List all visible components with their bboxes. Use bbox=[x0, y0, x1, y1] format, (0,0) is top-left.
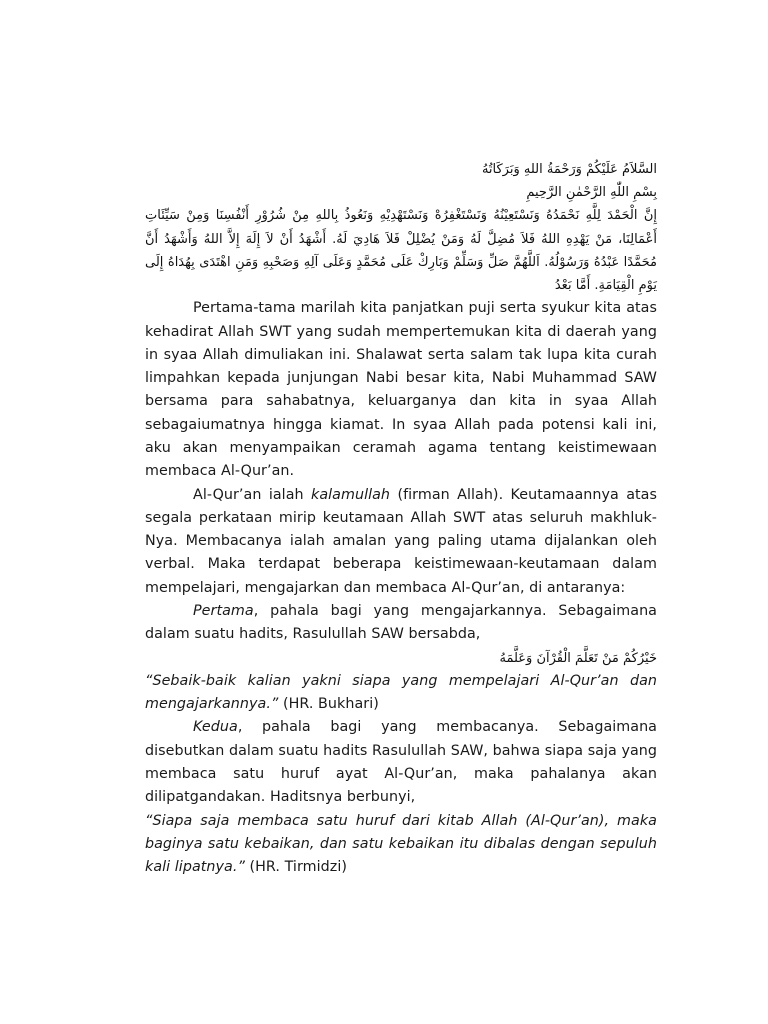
quote-source: (HR. Tirmidzi) bbox=[244, 859, 347, 876]
italic-term: Pertama bbox=[193, 603, 254, 620]
arabic-hadith: خَيْرُكُمْ مَنْ تَعَلَّمَ الْقُرْآنَ وَعَلَّمَهُ bbox=[499, 650, 657, 666]
paragraph-text: , pahala bagi yang membacanya. Sebagaimana disebutkan dalam suatu hadits Rasulullah SAW, bahwa siapa saja yang membaca satu huruf ayat Al-Qur’an, maka pahalanya akan dilipatgandakan. Haditsnya berbunyi, bbox=[145, 719, 657, 806]
arabic-salam: السَّلاَمُ عَلَيْكُمْ وَرَحْمَةُ اللهِ وَبَرَكَاتُهُ bbox=[481, 162, 657, 177]
paragraph-text: , pahala bagi yang mengajarkannya. Sebagaimana dalam suatu hadits, Rasulullah SAW bersabda, bbox=[145, 603, 657, 643]
italic-term: Kedua bbox=[193, 719, 238, 736]
paragraph-opening: Pertama-tama marilah kita panjatkan puji serta syukur kita atas kehadirat Allah SWT yang sudah mempertemukan kita di daerah yang in syaa Allah dimuliakan ini. Shalawat serta salam tak lupa kita curah limpahkan kepada junjungan Nabi besar kita, Nabi Muhammad SAW bersama para sahabatnya, keluarganya dan kita in syaa Allah sebagaiumatnya hingga kiamat. In syaa Allah pada potensi kali ini, aku akan menyampaikan ceramah agama tentang keistimewaan membaca Al-Qur’an. bbox=[145, 300, 657, 480]
arabic-basmalah: بِسْمِ اللّٰهِ الرَّحْمٰنِ الرَّحِيمِ bbox=[526, 185, 657, 201]
paragraph-text: (firman Allah). Keutamaannya atas segala perkataan mirip keutamaan Allah SWT atas seluruh makhluk-Nya. Membacanya ialah amalan yang paling utama dijalankan oleh verbal. Maka terdapat beberapa keistimewaan-keutamaan dalam mempelajari, mengajarkan dan membaca Al-Qur’an, di antaranya: bbox=[145, 486, 657, 596]
italic-term: kalamullah bbox=[311, 486, 391, 503]
paragraph-text: Al-Qur’an ialah bbox=[193, 486, 312, 503]
paragraph-quran-definition bbox=[145, 484, 657, 600]
quote-text: “Siapa saja membaca satu huruf dari kitab Allah (Al-Qur’an), maka baginya satu kebaikan, dan satu kebaikan itu dibalas dengan sepuluh kali lipatnya.” bbox=[145, 812, 657, 876]
quote-source: (HR. Bukhari) bbox=[278, 696, 379, 713]
hadith-quote-bukhari bbox=[145, 670, 657, 717]
arabic-khutbah-opening: إِنَّ الْحَمْدَ لِلَّهِ نَحْمَدُهُ وَنَسْتَعِيْنُهُ وَنَسْتَغْفِرُهْ وَنَسْتَهْدِيْهِ وَنَعُوذُ بِاللهِ مِنْ شُرُوْرِ أَنْفُسِنَا وَمِنْ سَيِّئَاتِ أَعْمَالِنَا، مَنْ يَهْدِهِ اللهُ فَلاَ مُضِلَّ لَهُ وَمَنْ يُضْلِلْ فَلاَ هَادِيَ لَهُ. أَشْهَدُ أَنْ لاَ إِلَهَ إِلاَّ اللهُ وَأَشْهَدُ أَنَّ مُحَمَّدًا عَبْدُهُ وَرَسُوْلُهُ. اَللَّهُمَّ صَلِّ وَسَلِّمْ وَبَارِكْ عَلَى مُحَمَّدٍ وَعَلَى آلِهِ وَصَحْبِهِ وَمَنِ اهْتَدَى بِهُدَاهُ إِلَى يَوْمِ الْقِيَامَةِ. أَمَّا بَعْدُ bbox=[145, 208, 657, 294]
quote-text: “Sebaik-baik kalian yakni siapa yang mempelajari Al-Qur’an dan mengajarkannya.” bbox=[145, 672, 657, 713]
paragraph-first-virtue bbox=[145, 600, 657, 647]
text-column bbox=[145, 158, 657, 880]
paragraph-second-virtue bbox=[145, 716, 657, 809]
hadith-quote-tirmidzi bbox=[145, 810, 657, 880]
